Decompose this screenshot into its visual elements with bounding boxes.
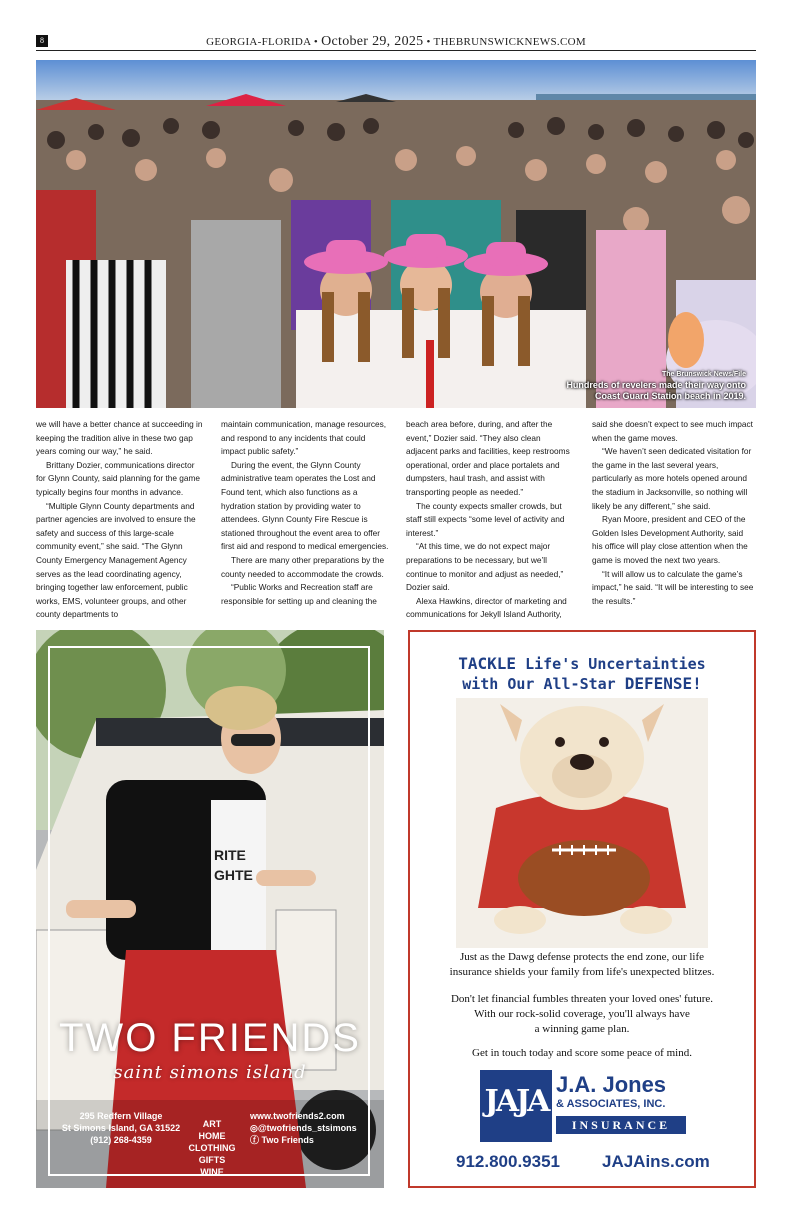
ad-body-paragraph: Just as the Dawg defense protects the end zone, our life insurance shields your family from life's unexpected blitzes. bbox=[449, 951, 715, 978]
svg-text:RITE: RITE bbox=[214, 847, 246, 863]
article-column-4 bbox=[592, 418, 756, 608]
photo-caption bbox=[566, 369, 746, 402]
photo-credit: The Brunswick News/File bbox=[661, 371, 746, 378]
paragraph: said she doesn’t expect to see much impact when the game moves. bbox=[592, 419, 753, 443]
paragraph: “We haven’t seen dedicated visitation for the game in the last several years, particularly as more hotels opened around the stadium in Jacksonville, so nothing will likely be any different,” she said. bbox=[592, 446, 752, 511]
category: ART bbox=[202, 1119, 222, 1129]
article-column-3 bbox=[406, 418, 574, 622]
header-site: THEBRUNSWICKNEWS.COM bbox=[433, 36, 586, 48]
category: GIFTS bbox=[198, 1155, 226, 1165]
category: WINE bbox=[200, 1167, 224, 1177]
paragraph: Ryan Moore, president and CEO of the Golden Isles Development Authority, said his office will play close attention when the game is moved the next two years. bbox=[592, 514, 748, 565]
header-section: GEORGIA-FLORIDA bbox=[206, 36, 311, 48]
paragraph: The county expects smaller crowds, but staff still expects “some level of activity and interest.” bbox=[406, 500, 565, 538]
paragraph: Brittany Dozier, communications director for Glynn County, said planning for the game typically begins four months in advance. bbox=[36, 459, 201, 497]
page-header bbox=[36, 34, 756, 50]
brand-name: TWO FRIENDS bbox=[59, 1016, 361, 1060]
phone-number[interactable]: (912) 268-4359 bbox=[90, 1135, 152, 1145]
paragraph: beach area before, during, and after the event,” Dozier said. “They also clean adjacent parks and facilities, keep restrooms operational, order and place portalets and dumpsters, haul trash, and assist with transporting people as needed.” bbox=[406, 419, 570, 497]
address-line: St Simons Island, GA 31522 bbox=[61, 1123, 181, 1133]
headline-text: Life's Uncertainties bbox=[516, 655, 706, 673]
address-line: 295 Redfern Village bbox=[79, 1111, 163, 1121]
header-bullet: • bbox=[426, 36, 434, 48]
page-number: 8 bbox=[36, 35, 48, 47]
company-name: J.A. Jones bbox=[556, 1072, 667, 1097]
insurance-ad[interactable] bbox=[408, 630, 756, 1188]
ad-body-paragraph: Don't let financial fumbles threaten your loved ones' future. With our rock-solid coverage, you'll always have a winning game plan. bbox=[450, 993, 714, 1035]
article-column-1 bbox=[36, 418, 204, 622]
two-friends-ad[interactable] bbox=[36, 630, 384, 1188]
header-line bbox=[36, 34, 756, 50]
headline-emphasis: TACKLE bbox=[458, 654, 517, 673]
paragraph: Alexa Hawkins, director of marketing and communications for Jekyll Island Authority, bbox=[406, 595, 567, 620]
store-address bbox=[56, 1110, 186, 1146]
news-photo bbox=[36, 60, 756, 408]
ad-frame bbox=[48, 646, 370, 1176]
facebook-icon: ⓕ bbox=[250, 1135, 262, 1145]
company-bar: INSURANCE bbox=[556, 1116, 686, 1134]
phone-number[interactable]: 912.800.9351 bbox=[456, 1152, 560, 1171]
facebook-link[interactable]: ⓕ Two Friends bbox=[250, 1135, 314, 1145]
instagram-icon: ◎ bbox=[250, 1123, 258, 1133]
header-date: October 29, 2025 bbox=[321, 34, 424, 49]
ad-call-to-action: Get in touch today and score some peace of mind. bbox=[472, 1047, 692, 1059]
company-sub: & ASSOCIATES, INC. bbox=[556, 1098, 666, 1110]
brand-tagline: saint simons island bbox=[113, 1062, 307, 1083]
paragraph: “Public Works and Recreation staff are responsible for setting up and cleaning the bbox=[221, 582, 377, 606]
paragraph: During the event, the Glynn County administrative team operates the Lost and Found tent, which also functions as a hydration station by providing water to attendees. Glynn County Fire Rescue is stationed throughout the event area to offer first aid and respond to medical emergencies. bbox=[221, 459, 389, 552]
headline-emphasis: DEFENSE! bbox=[624, 674, 702, 693]
article-column-2 bbox=[221, 418, 389, 608]
paragraph: “Multiple Glynn County departments and partner agencies are involved to ensure the safety and success of this large-scale community event,” she said. “The Glynn County Emergency Management Agency serves as the lead coordinating agency, bringing together law enforcement, public works, EMS, volunteer groups, and other county departments to bbox=[36, 500, 196, 620]
headline-text: with Our All-Star bbox=[462, 675, 625, 693]
caption-line: Hundreds of revelers made their way onto bbox=[566, 380, 746, 390]
header-bullet: • bbox=[313, 36, 322, 48]
crowd-photo-illustration bbox=[36, 60, 756, 408]
header-rule bbox=[36, 50, 756, 51]
paragraph: There are many other preparations by the county needed to accommodate the crowds. bbox=[221, 554, 385, 579]
paragraph: “It will allow us to calculate the game’s impact,” he said. “It will be interesting to see the results.” bbox=[592, 568, 754, 606]
paragraph: we will have a better chance at succeeding in keeping the tradition alive in these two gap years coming our way,” he said. bbox=[36, 419, 203, 457]
category: HOME bbox=[198, 1131, 226, 1141]
logo-mark bbox=[480, 1070, 552, 1142]
paragraph: maintain communication, manage resources, and respond to any incidents that could impact public safety.” bbox=[221, 419, 387, 457]
instagram-handle[interactable]: ◎@twofriends_stsimons bbox=[250, 1123, 357, 1133]
caption-line: Coast Guard Station beach in 2019. bbox=[594, 391, 746, 401]
website-link[interactable]: www.twofriends2.com bbox=[250, 1111, 345, 1121]
store-categories bbox=[186, 1118, 238, 1178]
ad-headline bbox=[410, 654, 754, 694]
category: CLOTHING bbox=[188, 1143, 236, 1153]
logo-letters: JAJA bbox=[484, 1084, 548, 1119]
bulldog-football-illustration bbox=[456, 698, 708, 948]
paragraph: “At this time, we do not expect major preparations to be necessary, but we’ll continue to monitor and adjust as needed,” Dozier said. bbox=[406, 541, 564, 593]
store-contact bbox=[250, 1110, 374, 1146]
website-link[interactable]: JAJAins.com bbox=[602, 1152, 710, 1171]
svg-text:GHTE: GHTE bbox=[214, 867, 253, 883]
